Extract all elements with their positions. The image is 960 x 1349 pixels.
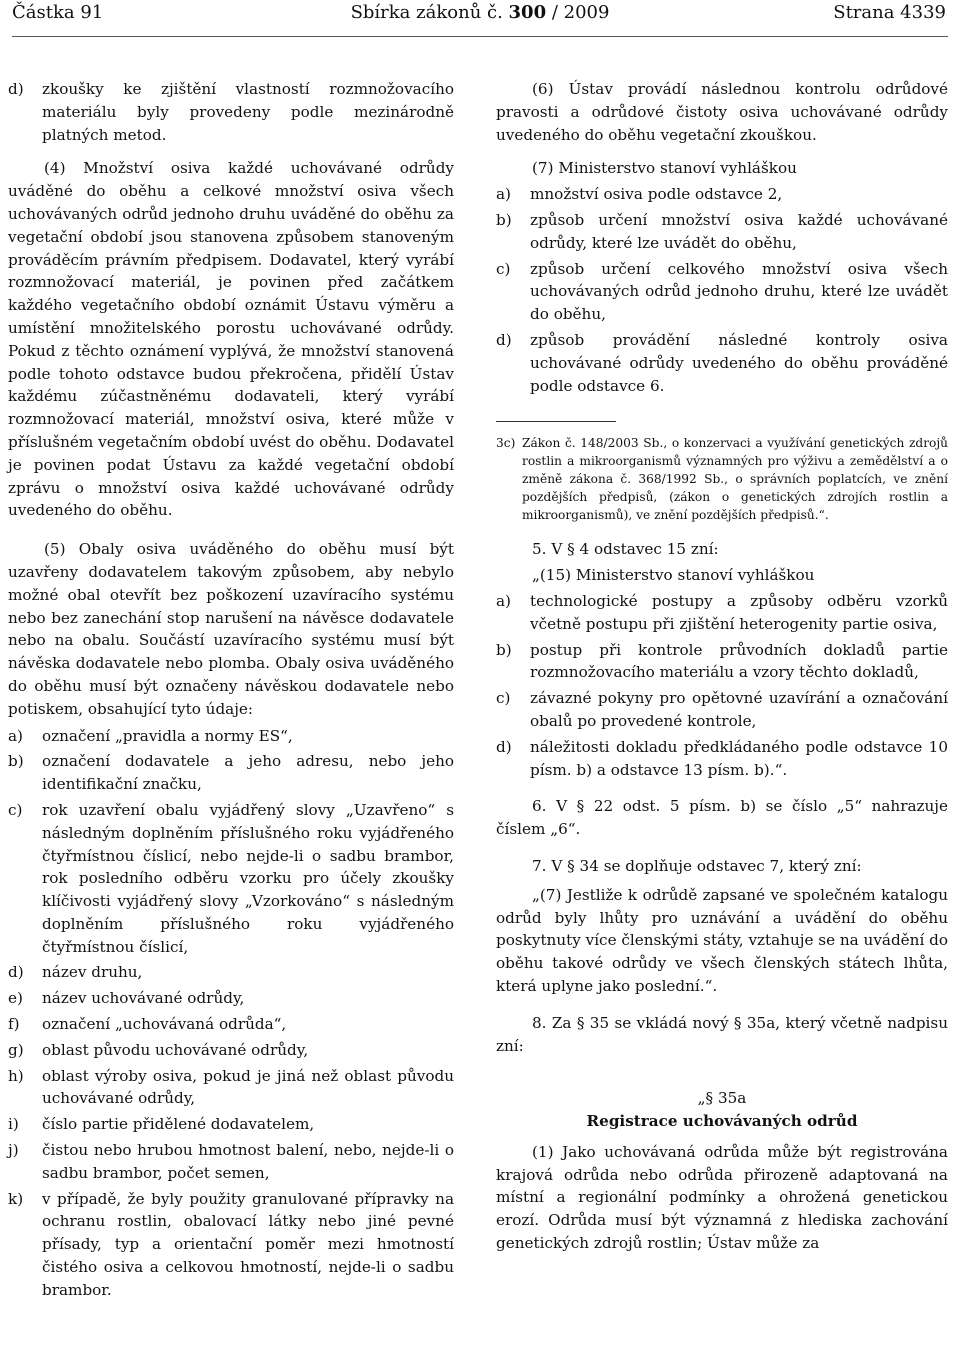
paragraph-7-list	[496, 183, 948, 397]
law-number: 300	[508, 2, 547, 23]
point-8: 8. Za § 35 se vkládá nový § 35a, který včetně nadpisu zní:	[496, 1013, 948, 1055]
item-text: čistou nebo hrubou hmotnost balení, nebo, nejde-li o sadbu brambor, počet semen,	[42, 1141, 454, 1182]
item-text: oblast původu uchovávané odrůdy,	[42, 1040, 309, 1059]
page-number: Strana 4339	[833, 2, 946, 23]
item-text: způsob určení množství osiva každé uchovávané odrůdy, které lze uvádět do oběhu,	[530, 210, 948, 252]
point-5-intro: „(15) Ministerstvo stanoví vyhláškou	[532, 566, 815, 585]
list-item	[496, 183, 948, 206]
issue-label: Částka 91	[12, 2, 104, 23]
list-item	[496, 209, 948, 255]
item-label: e)	[8, 989, 23, 1008]
item-text: označení „pravidla a normy ES“,	[42, 726, 293, 745]
item-text: oblast výroby osiva, pokud je jiná než oblast původu uchovávané odrůdy,	[42, 1066, 454, 1108]
item-text: zkoušky ke zjištění vlastností rozmnožovacího materiálu byly provedeny podle mezinárodně platných metod.	[42, 80, 454, 144]
paragraph-5: (5) Obaly osiva uváděného do oběhu musí být uzavřeny dodavatelem takovým způsobem, aby nebylo možné obal otevřít bez poškození uzavíracího systému nebo bez zanechání stop narušení na návěsce dodavatele nebo na obalu. Součástí uzavíracího systému musí být návěska dodavatele nebo plomba. Obaly osiva uváděného do oběhu musí být označeny návěskou dodavatele nebo potiskem, obsahující tyto údaje:	[8, 540, 454, 718]
item-text: závazné pokyny pro opětovné uzavírání a označování obalů po provedené kontrole,	[530, 689, 948, 730]
left-column	[8, 78, 454, 1302]
list-item	[8, 961, 454, 984]
point-7: 7. V § 34 se doplňuje odstavec 7, který zní:	[532, 856, 862, 875]
section-title: Registrace uchovávaných odrůd	[586, 1112, 858, 1131]
collection-suffix: / 2009	[546, 2, 610, 23]
item-label: k)	[8, 1189, 24, 1208]
header-divider	[12, 36, 948, 37]
collection-prefix: Sbírka zákonů č.	[350, 2, 509, 23]
list-item	[8, 78, 454, 146]
footnote-text: Zákon č. 148/2003 Sb., o konzervaci a využívání genetických zdrojů rostlin a mikroorganismů významných pro výživu a zemědělství a o změně zákona č. 368/1992 Sb., o správních poplatcích, ve znění pozdějších předpisů, (zákon o genetických zdrojích rostlin a mikroorganismů), ve znění pozdějších předpisů.“.	[522, 436, 948, 523]
list-item	[8, 1065, 454, 1111]
point-6: 6. V § 22 odst. 5 písm. b) se číslo „5“ nahrazuje číslem „6“.	[496, 797, 948, 839]
list-item	[496, 329, 948, 397]
list-item	[496, 590, 948, 636]
item-text: označení „uchovávaná odrůda“,	[42, 1015, 287, 1034]
item-label: j)	[8, 1141, 19, 1160]
point-5: 5. V § 4 odstavec 15 zní:	[532, 540, 719, 559]
list-item	[8, 799, 454, 959]
item-text: způsob provádění následné kontroly osiva uchovávané odrůdy uvedeného do oběhu prováděné podle odstavce 6.	[530, 330, 948, 395]
item-label: b)	[8, 752, 24, 771]
item-text: název uchovávané odrůdy,	[42, 989, 245, 1008]
point-5-list	[496, 590, 948, 781]
section-paragraph-1: (1) Jako uchovávaná odrůda může být registrována krajová odrůda nebo odrůda přirozeně adaptovaná na místní a regionální podmínky a ohrožená genetickou erozí. Odrůda musí být významná z hlediska zachování genetických zdrojů rostlin; Ústav může za	[496, 1142, 948, 1253]
item-text: technologické postupy a způsoby odběru vzorků včetně postupu při zjištění heterogenity partie osiva,	[530, 591, 948, 633]
item-label: f)	[8, 1015, 20, 1034]
item-label: h)	[8, 1066, 24, 1085]
footnote-divider	[496, 421, 616, 422]
item-text: číslo partie přidělené dodavatelem,	[42, 1115, 315, 1134]
list-item	[496, 736, 948, 782]
item-text: v případě, že byly použity granulované přípravky na ochranu rostlin, obalovací látky nebo jiné pevné přísady, typ a orientační poměr mezi hmotností čistého osiva a celkovou hmotností, nejde-li o sadbu brambor.	[42, 1189, 454, 1299]
list-item	[8, 1013, 454, 1036]
item-label: d)	[496, 330, 512, 349]
list-item	[496, 687, 948, 733]
item-text: postup při kontrole průvodních dokladů partie rozmnožovacího materiálu a vzory těchto dokladů,	[530, 640, 948, 682]
item-label: c)	[8, 800, 23, 819]
item-label: d)	[8, 80, 24, 98]
point-7-text: „(7) Jestliže k odrůdě zapsané ve společném katalogu odrůd byly lhůty pro uznávání a uvádění do oběhu poskytnuty více členskými státy, vztahuje se na uvádění do oběhu takové odrůdy ve všech členských státech lhůta, která uplyne jako poslední.“.	[496, 885, 949, 995]
page-header	[0, 2, 960, 32]
list-item	[8, 987, 454, 1010]
section-number: „§ 35a	[697, 1089, 747, 1108]
footnote	[496, 434, 948, 524]
item-label: b)	[496, 640, 512, 659]
list-item	[8, 1113, 454, 1136]
list-item	[8, 1039, 454, 1062]
item-text: název druhu,	[42, 963, 143, 982]
list-item	[496, 639, 948, 685]
paragraph-6: (6) Ústav provádí následnou kontrolu odrůdové pravosti a odrůdové čistoty osiva uchovávané odrůdy uvedeného do oběhu vegetační zkouškou.	[496, 80, 948, 144]
list-item	[496, 258, 948, 326]
item-text: způsob určení celkového množství osiva všech uchovávaných odrůd jednoho druhu, které lze uvádět do oběhu,	[530, 259, 948, 324]
item-label: g)	[8, 1040, 24, 1059]
item-text: množství osiva podle odstavce 2,	[530, 185, 783, 204]
paragraph-7-intro: (7) Ministerstvo stanoví vyhláškou	[532, 159, 797, 178]
item-text: označení dodavatele a jeho adresu, nebo jeho identifikační značku,	[42, 752, 454, 794]
item-label: a)	[496, 185, 511, 204]
paragraph-4: (4) Množství osiva každé uchovávané odrůdy uváděné do oběhu a celkové množství osiva všech uchovávaných odrůd jednoho druhu uváděné do oběhu za vegetační období jsou stanovena způsobem stanoveným prováděcím právním předpisem. Dodavatel, který vyrábí rozmnožovací materiál, je povinen před začátkem každého vegetačního období oznámit Ústavu výměru a umístění množitelského porostu uchovávané odrůdy. Pokud z těchto oznámení vyplývá, že množství stanovená podle tohoto odstavce budou překročena, přidělí Ústav každému zúčastněnému dodavateli, který vyrábí rozmnožovací materiál, množství osiva, které může v příslušném vegetačním období uvést do oběhu. Dodavatel je povinen podat Ústavu za každé vegetační období zprávu o množství osiva každé uchovávané odrůdy uvedeného do oběhu.	[8, 159, 454, 520]
item-label: c)	[496, 689, 511, 708]
list-item	[8, 1188, 454, 1302]
collection-label	[0, 2, 960, 23]
item-label: a)	[496, 591, 511, 610]
item-text: rok uzavření obalu vyjádřený slovy „Uzavřeno“ s následným doplněním příslušného roku vyjádřeného čtyřmístnou číslicí, nebo nejde-li o sadbu brambor, rok posledního odběru vzorku pro účely zkoušky klíčivosti vyjádřený slovy „Vzorkováno“ s následným doplněním příslušného roku vyjádřeného čtyřmístnou číslicí,	[42, 800, 454, 956]
footnote-label: 3c)	[496, 436, 516, 451]
label-items-list	[8, 725, 454, 1302]
item-label: i)	[8, 1115, 19, 1134]
item-label: a)	[8, 726, 23, 745]
item-label: d)	[496, 737, 512, 756]
item-text: náležitosti dokladu předkládaného podle odstavce 10 písm. b) a odstavce 13 písm. b).“.	[530, 737, 948, 779]
list-item	[8, 750, 454, 796]
item-label: d)	[8, 963, 24, 982]
list-item	[8, 725, 454, 748]
item-label: c)	[496, 259, 511, 278]
right-column	[496, 78, 948, 1255]
item-label: b)	[496, 210, 512, 229]
list-item	[8, 1139, 454, 1185]
